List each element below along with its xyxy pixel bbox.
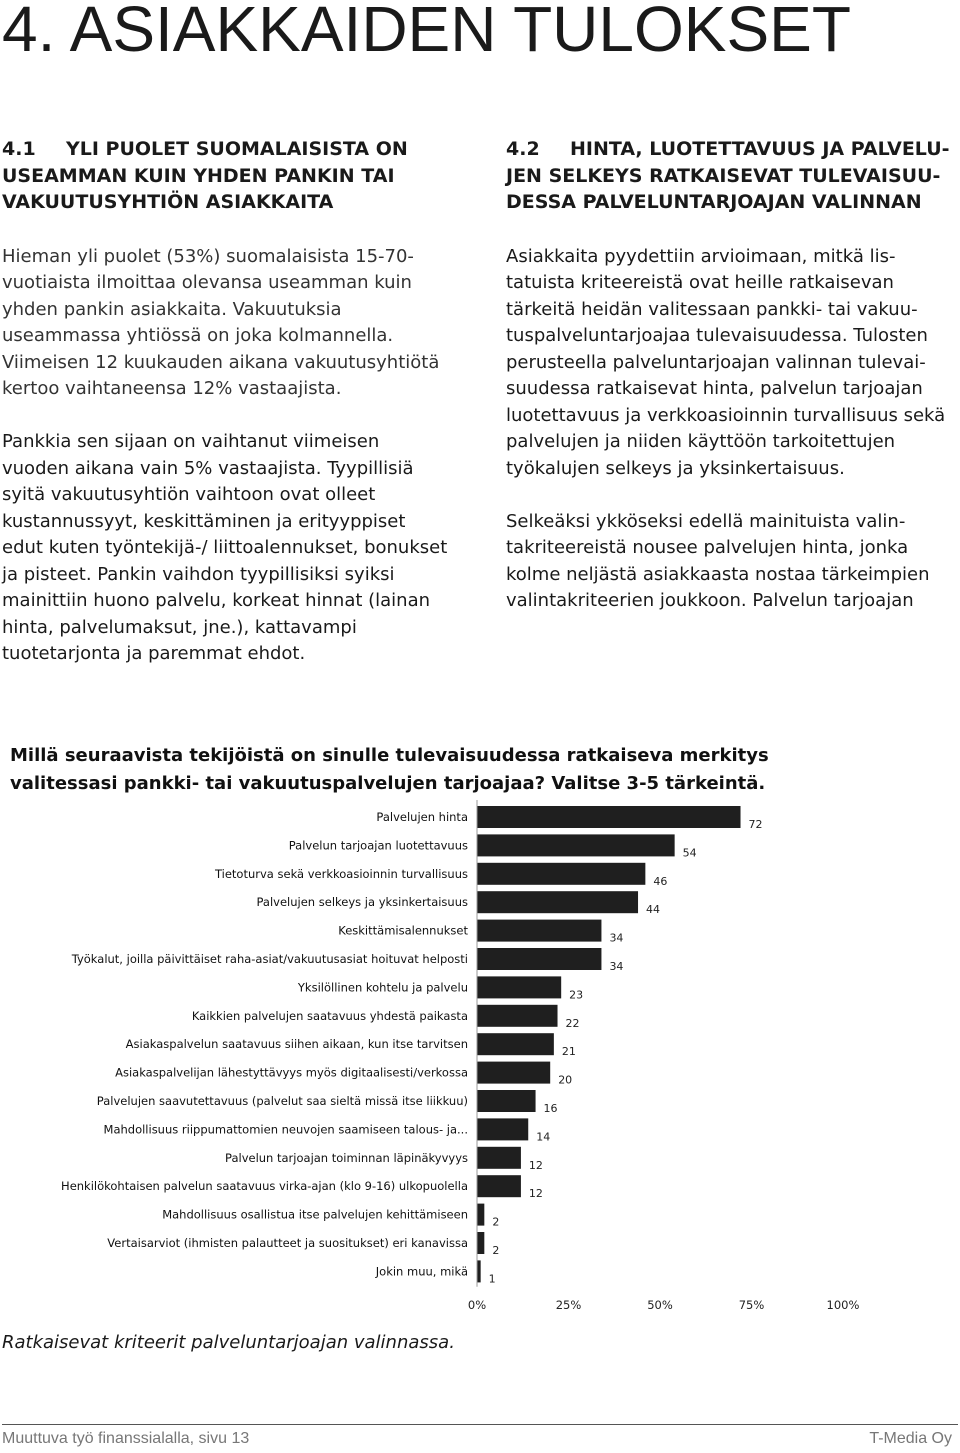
x-tick-label: 100% bbox=[826, 1297, 860, 1312]
category-label: Työkalut, joilla päivittäiset raha-asiat/vakuutusasiat hoituvat helposti bbox=[71, 952, 468, 966]
bar bbox=[477, 1175, 521, 1197]
bar bbox=[477, 1005, 558, 1027]
bar bbox=[477, 1260, 481, 1282]
section-title: HINTA, LUOTETTAVUUS JA PALVELUJEN SELKEYS RATKAISEVAT TULEVAISUUDESSA PALVELUNTARJOAJAN VALINNAN bbox=[506, 138, 950, 213]
paragraph-1: Asiakkaita pyydettiin arvioimaan, mitkä listatuista kriteereistä ovat heille ratkaisevan tärkeitä heidän valitessaan pankki- tai vakuutuspalveluntarjoajaa tulevaisuudessa. Tulosten perusteella palveluntarjoajan valinnan tulevaisuudessa ratkaisevat hinta, palvelun tarjoajan luotettavuus ja verkkoasioinnin turvallisuus sekä palvelujen ja niiden käyttöön tarkoitettujen työkalujen selkeys ja yksinkertaisuus. bbox=[506, 245, 946, 479]
bar bbox=[477, 1090, 536, 1112]
x-tick-label: 50% bbox=[647, 1297, 673, 1312]
value-label: 12 bbox=[528, 1187, 543, 1201]
bar-chart bbox=[0, 800, 960, 1320]
page-title: 4. ASIAKKAIDEN TULOKSET bbox=[2, 0, 851, 65]
value-label: 16 bbox=[543, 1102, 558, 1115]
value-label: 2 bbox=[492, 1244, 500, 1257]
bar bbox=[477, 1147, 521, 1169]
bar bbox=[477, 948, 601, 970]
category-label: Tietoturva sekä verkkoasioinnin turvallisuus bbox=[214, 866, 468, 881]
bar bbox=[477, 1204, 484, 1226]
chart-caption: Ratkaisevat kriteerit palveluntarjoajan valinnassa. bbox=[2, 1332, 455, 1353]
value-label: 23 bbox=[569, 988, 584, 1002]
chart-question: Millä seuraavista tekijöistä on sinulle tulevaisuudessa ratkaiseva merkitys valitessasi pankki- tai vakuutuspalvelujen tarjoajaa? Valitse 3-5 tärkeintä. bbox=[10, 745, 769, 794]
footer-publication: Muuttuva työ finanssialalla, sivu 13 bbox=[2, 1430, 250, 1447]
bar bbox=[477, 920, 601, 942]
value-label: 2 bbox=[492, 1215, 500, 1229]
x-tick-label: 25% bbox=[555, 1297, 582, 1312]
bar bbox=[477, 834, 675, 856]
section-number: 4.1 bbox=[2, 138, 36, 160]
category-label: Mahdollisuus riippumattomien neuvojen saamiseen talous- ja... bbox=[103, 1122, 468, 1137]
value-label: 46 bbox=[653, 874, 668, 888]
category-label: Mahdollisuus osallistua itse palvelujen kehittämiseen bbox=[162, 1207, 468, 1222]
category-label: Palvelujen selkeys ja yksinkertaisuus bbox=[256, 895, 468, 910]
category-label: Vertaisarviot (ihmisten palautteet ja suositukset) eri kanavissa bbox=[107, 1236, 468, 1250]
paragraph-1: Hieman yli puolet (53%) suomalaisista 15-70-vuotiaista ilmoittaa olevansa useamman kuin yhden pankin asiakkaita. Vakuutuksia useammassa yhtiössä on joka kolmannella. Viimeisen 12 kuukauden aikana vakuutusyhtiötä kertoo vaihtaneensa 12% vastaajista. bbox=[2, 245, 440, 399]
bar bbox=[477, 863, 645, 885]
bar bbox=[477, 1033, 554, 1055]
paragraph-2: Pankkia sen sijaan on vaihtanut viimeisen vuoden aikana vain 5% vastaajista. Tyypillisiä syitä vakuutusyhtiön vaihtoon ovat olleet kustannussyyt, keskittäminen ja erityyppiset edut kuten työntekijä-/ liittoalennukset, bonukset ja pisteet. Pankin vaihdon tyypillisiksi syiksi mainittiin huono palvelu, korkeat hinnat (lainan hinta, palvelumaksut, jne.), kattavampi tuotetarjonta ja paremmat ehdot. bbox=[2, 431, 448, 664]
section-title: YLI PUOLET SUOMALAISISTA ON USEAMMAN KUIN YHDEN PANKIN TAI VAKUUTUSYHTIÖN ASIAKKAITA bbox=[2, 138, 408, 213]
category-label: Palvelujen hinta bbox=[376, 810, 468, 824]
bar bbox=[477, 1062, 550, 1084]
value-label: 12 bbox=[528, 1158, 543, 1172]
section-number: 4.2 bbox=[506, 138, 540, 160]
x-tick-label: 0% bbox=[467, 1297, 487, 1312]
bar bbox=[477, 976, 561, 998]
bar bbox=[477, 806, 741, 828]
section-heading-4-2 bbox=[506, 136, 956, 216]
category-label: Kaikkien palvelujen saatavuus yhdestä paikasta bbox=[191, 1008, 468, 1023]
paragraph-2: Selkeäksi ykköseksi edellä mainituista valintakriteereistä nousee palvelujen hinta, jonka kolme neljästä asiakkaasta nostaa tärkeimpien valintakriteerien joukkoon. Palvelun tarjoajan bbox=[506, 510, 930, 611]
value-label: 20 bbox=[558, 1073, 573, 1087]
category-label: Yksilöllinen kohtelu ja palvelu bbox=[297, 980, 468, 995]
right-column bbox=[506, 136, 956, 641]
value-label: 14 bbox=[536, 1130, 551, 1144]
value-label: 34 bbox=[609, 931, 624, 945]
value-label: 72 bbox=[748, 818, 763, 831]
bar bbox=[477, 1118, 528, 1140]
bar bbox=[477, 1232, 484, 1254]
category-label: Asiakaspalvelun saatavuus siihen aikaan, kun itse tarvitsen bbox=[125, 1037, 468, 1052]
category-label: Keskittämisalennukset bbox=[338, 923, 468, 938]
category-label: Palvelujen saavutettavuus (palvelut saa sieltä missä itse liikkuu) bbox=[96, 1094, 468, 1108]
value-label: 34 bbox=[609, 960, 624, 973]
section-heading-4-1 bbox=[2, 136, 450, 216]
bar bbox=[477, 891, 638, 913]
footer-publisher: T-Media Oy bbox=[869, 1430, 952, 1447]
footer-divider bbox=[2, 1424, 958, 1425]
category-label: Asiakaspalvelijan lähestyttävyys myös digitaalisesti/verkossa bbox=[115, 1065, 468, 1080]
category-label: Palvelun tarjoajan luotettavuus bbox=[288, 838, 468, 853]
category-label: Palvelun tarjoajan toiminnan läpinäkyvyys bbox=[225, 1150, 468, 1165]
category-label: Henkilökohtaisen palvelun saatavuus virka-ajan (klo 9-16) ulkopuolella bbox=[61, 1179, 468, 1194]
value-label: 22 bbox=[565, 1016, 580, 1030]
value-label: 21 bbox=[561, 1045, 576, 1059]
value-label: 54 bbox=[682, 846, 697, 860]
left-column bbox=[2, 136, 450, 694]
value-label: 1 bbox=[488, 1272, 496, 1286]
value-label: 44 bbox=[646, 903, 661, 917]
x-tick-label: 75% bbox=[738, 1297, 765, 1312]
category-label: Jokin muu, mikä bbox=[375, 1264, 468, 1279]
